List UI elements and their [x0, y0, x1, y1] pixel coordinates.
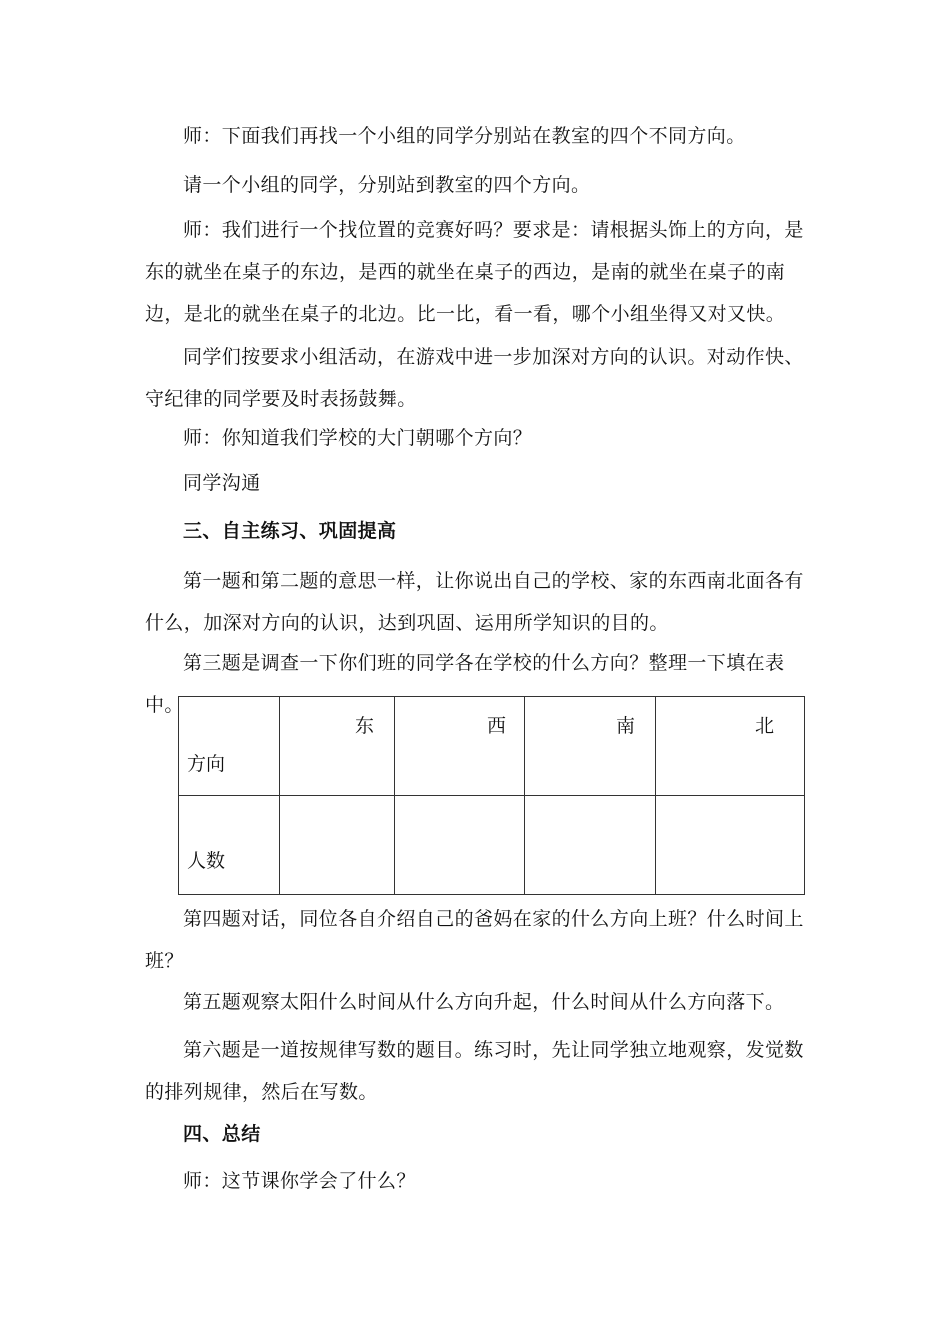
table-cell-label	[179, 796, 280, 895]
paragraph-student-talk: 同学沟通	[183, 472, 261, 494]
row-label-direction: 方向	[187, 753, 226, 775]
table-cell-north	[656, 697, 805, 796]
paragraph-competition: 师：我们进行一个找位置的竞赛好吗？要求是：请根据头饰上的方向，是东的就坐在桌子的东边，是西的就坐在桌子的西边，是南的就坐在桌子的南边，是北的就坐在桌子的北边。比一比，看一看，哪个小组坐得又对又快。	[145, 219, 804, 325]
paragraph-exercise-6: 第六题是一道按规律写数的题目。练习时，先让同学独立地观察，发觉数的排列规律，然后在写数。	[145, 1039, 804, 1103]
paragraph-exercise-4: 第四题对话，同位各自介绍自己的爸妈在家的什么方向上班？什么时间上班？	[145, 908, 804, 972]
table-row-direction	[179, 697, 805, 796]
section-heading-summary: 四、总结	[183, 1123, 261, 1145]
table-cell-west	[395, 697, 525, 796]
paragraph-teacher-groups: 师：下面我们再找一个小组的同学分别站在教室的四个不同方向。	[183, 125, 746, 147]
row-label-count: 人数	[187, 850, 226, 872]
paragraph-exercise-3: 第三题是调查一下你们班的同学各在学校的什么方向？整理一下填在表中。	[145, 652, 785, 716]
direction-west: 西	[486, 715, 506, 737]
direction-north: 北	[754, 715, 774, 737]
paragraph-group-activity: 同学们按要求小组活动，在游戏中进一步加深对方向的认识。对动作快、守纪律的同学要及时表扬鼓舞。	[145, 346, 804, 410]
table-cell-empty	[656, 796, 805, 895]
table-cell-empty	[525, 796, 656, 895]
direction-south: 南	[615, 715, 635, 737]
table-cell-empty	[395, 796, 525, 895]
paragraph-exercise-1-2: 第一题和第二题的意思一样，让你说出自己的学校、家的东西南北面各有什么，加深对方向的认识，达到巩固、运用所学知识的目的。	[145, 570, 804, 634]
direction-east: 东	[354, 715, 374, 737]
table-row-count	[179, 796, 805, 895]
paragraph-school-gate: 师：你知道我们学校的大门朝哪个方向？	[183, 427, 533, 449]
table-cell-south	[525, 697, 656, 796]
section-heading-practice: 三、自主练习、巩固提高	[183, 520, 397, 542]
paragraph-closing-question: 师：这节课你学会了什么？	[183, 1170, 416, 1192]
paragraph-exercise-5: 第五题观察太阳什么时间从什么方向升起，什么时间从什么方向落下。	[183, 991, 785, 1013]
direction-survey-table	[178, 696, 805, 895]
table-cell-empty	[280, 796, 395, 895]
table-cell-label	[179, 697, 280, 796]
table-cell-east	[280, 697, 395, 796]
paragraph-group-stand: 请一个小组的同学，分别站到教室的四个方向。	[183, 174, 591, 196]
